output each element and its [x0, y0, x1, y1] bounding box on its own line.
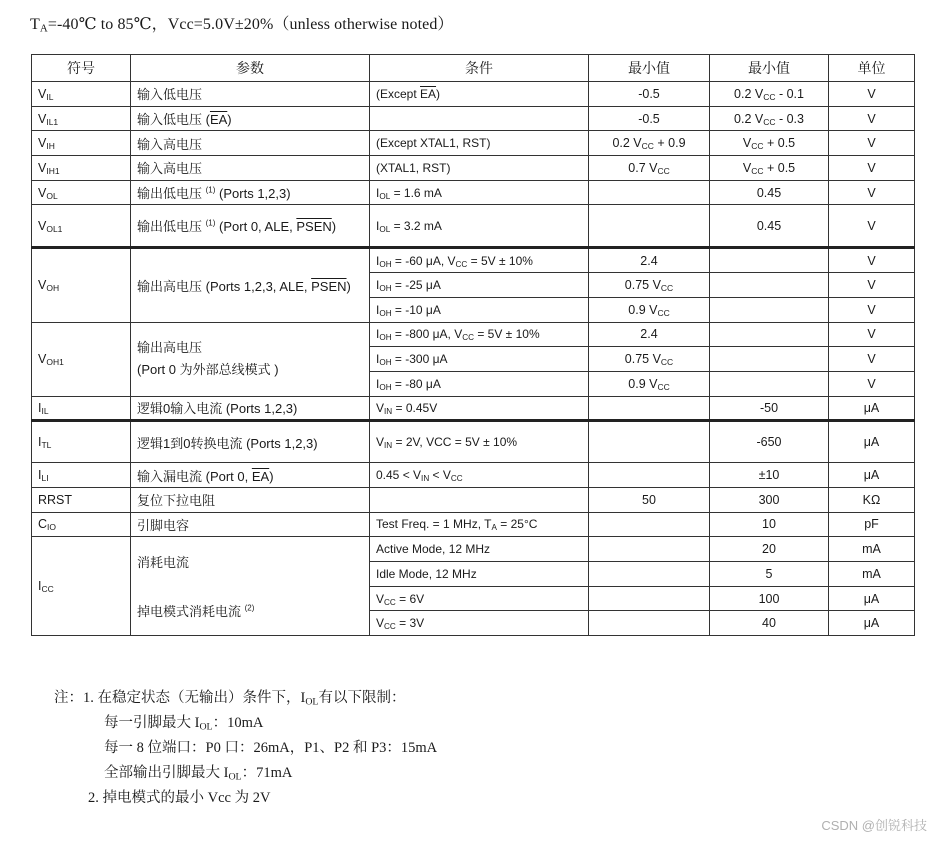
table-row: $V_{OH1}$ 输出高电压 (Port 0 为外部总线模式 ) $I_{OH} = -800$ μA, $V_{CC} = 5V \pm 10\%$ 2.4 V: [32, 322, 915, 347]
table-row: $I_{OH} = -10$ μA 0.9 $V_{CC}$ V: [32, 297, 915, 322]
table-row: $V_{OH}$ 输出高电压 (Ports 1,2,3, ALE, PSEN) $I_{OH} = -60$ μA, $V_{CC} = 5V \pm 10\%$ 2.4 V: [32, 248, 915, 273]
watermark: CSDN @创锐科技: [821, 818, 927, 833]
note-2: 2. 掉电模式的最小 Vcc 为 2V: [88, 790, 271, 806]
note-1c: 全部输出引脚最大 $I_{OL}$：71mA: [104, 765, 293, 783]
table-row: Idle Mode, 12 MHz 5 mA: [32, 562, 915, 587]
table-row: 掉电模式消耗电流 $^{(2)}$ $V_{CC} = 6V$ 100 μA: [32, 586, 915, 611]
header-min: 最小值: [589, 55, 710, 82]
header-param: 参数: [131, 55, 370, 82]
dc-characteristics-table: [31, 54, 915, 636]
table-row: $V_{CC} = 3V$ 40 μA: [32, 611, 915, 636]
test-conditions: $T_A=-40℃$ to 85℃，Vcc=5.0V±20%（unless otherwise noted）: [30, 16, 454, 35]
table-row: $V_{IH1}$ 输入高电压 (XTAL1, RST) 0.7 $V_{CC}$ $V_{CC} + 0.5$ V: [32, 156, 915, 181]
table-row: $I_{OH} = -80$ μA 0.9 $V_{CC}$ V: [32, 371, 915, 396]
header-unit: 单位: [829, 55, 915, 82]
table-row: $I_{OH} = -25$ μA 0.75 $V_{CC}$ V: [32, 273, 915, 298]
note-1a: 每一引脚最大 $I_{OL}$：10mA: [104, 715, 264, 733]
table-row: $V_{IL}$ 输入低电压 (Except $\overline{EA}$) -0.5 0.2 $V_{CC} - 0.1$ V: [32, 82, 915, 107]
header-symbol: 符号: [32, 55, 131, 82]
header-cond: 条件: [370, 55, 589, 82]
note-1: 注：1. 在稳定状态（无输出）条件下，$I_{OL}$有以下限制：: [54, 690, 406, 708]
table-row: $I_{TL}$ 逻辑1到0转换电流 (Ports 1,2,3) $V_{IN} = 2V$, VCC = 5V ± 10% -650 μA: [32, 421, 915, 463]
notes-section: [54, 686, 437, 811]
note-1b: 每一 8 位端口：P0 口：26mA，P1、P2 和 P3：15mA: [104, 740, 438, 756]
table-row: $I_{OH} = -300$ μA 0.75 $V_{CC}$ V: [32, 347, 915, 372]
header-max: 最小值: [710, 55, 829, 82]
table-row: $V_{IL1}$ 输入低电压 $(\overline{EA})$ -0.5 0.2 $V_{CC} - 0.3$ V: [32, 106, 915, 131]
table-row: $C_{IO}$ 引脚电容 Test Freq. = 1 MHz, $T_A = 25^\circ C$ 10 pF: [32, 512, 915, 537]
table-row: $I_{LI}$ 输入漏电流 (Port 0, $\overline{EA}$) $0.45 < V_{IN} < V_{CC}$ ±10 μA: [32, 463, 915, 488]
table-header-row: [32, 55, 915, 82]
table-row: $V_{OL1}$ 输出低电压 $^{(1)}$ (Port 0, ALE, PSEN) $I_{OL} = 3.2$ mA 0.45 V: [32, 205, 915, 248]
table-row: RRST 复位下拉电阻 50 300 KΩ: [32, 487, 915, 512]
table-row: $V_{IH}$ 输入高电压 (Except XTAL1, RST) 0.2 $V_{CC} + 0.9$ $V_{CC} + 0.5$ V: [32, 131, 915, 156]
table-row: $I_{IL}$ 逻辑0输入电流 (Ports 1,2,3) $V_{IN} = 0.45V$ -50 μA: [32, 396, 915, 421]
table-row: $V_{OL}$ 输出低电压 $^{(1)}$ (Ports 1,2,3) $I_{OL} = 1.6$ mA 0.45 V: [32, 180, 915, 205]
table-row: $I_{CC}$ 消耗电流 Active Mode, 12 MHz 20 mA: [32, 537, 915, 562]
